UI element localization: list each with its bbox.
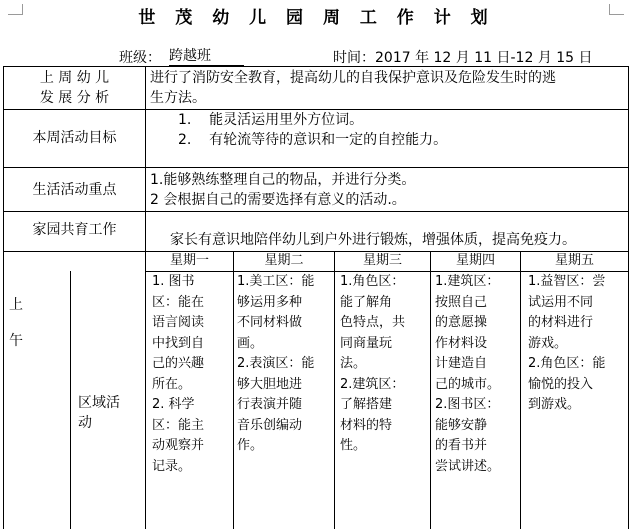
class-name: 跨越班 (169, 47, 244, 66)
last-week-content-line2: 生方法。 (150, 90, 206, 106)
last-week-label-line1: 上 周 幼 儿 (39, 70, 110, 86)
home-content: 家长有意识地陪伴幼儿到户外进行锻炼，增强体质，提高免疫力。 (170, 232, 576, 248)
goals-label: 本周活动目标 (32, 130, 117, 146)
goal-item-2: 2. 有轮流等待的意识和一定的自控能力。 (178, 132, 448, 148)
last-week-label-line2: 发 展 分 析 (39, 90, 110, 106)
life-item-2: 2 会根据自己的需要选择有意义的活动.。 (150, 192, 406, 208)
activity-cell-thu: 1.建筑区： 按照自己 的意愿操 作材料设 计建造自 己的城市。 2.图书区： 能够安静 的看书并 尝试讲述。 (435, 274, 501, 474)
life-label: 生活活动重点 (32, 182, 117, 198)
day-column-divider (520, 251, 521, 529)
home-label: 家园共育工作 (32, 222, 117, 238)
table-row-divider (3, 211, 629, 212)
day-header-thu: 星期四 (455, 253, 495, 268)
date-range: 时间：2017 年 12 月 11 日-12 月 15 日 (333, 50, 593, 66)
activity-cell-wed: 1.角色区： 能了解角 色特点，共 同商量玩 法。 2.建筑区： 了解搭建 材料的特 性。 (340, 274, 406, 453)
last-week-content-line1: 进行了消防安全教育，提高幼儿的自我保护意识及危险发生时的逃 (150, 70, 556, 86)
day-column-divider (334, 251, 335, 529)
day-header-fri: 星期五 (554, 253, 594, 268)
day-header-mon: 星期一 (169, 253, 209, 268)
day-column-divider (430, 251, 431, 529)
table-border-right (628, 66, 629, 529)
class-label: 班级： (119, 50, 161, 66)
page-title: 世 茂 幼 儿 园 周 工 作 计 划 (138, 8, 495, 28)
period-column-divider (70, 271, 71, 529)
goal-item-1: 1. 能灵活运用里外方位词。 (178, 112, 364, 128)
table-row-divider (3, 167, 629, 168)
period-label-am-2: 午 (9, 333, 23, 349)
day-header-wed: 星期三 (362, 253, 402, 268)
activity-label-1: 区域活 (78, 395, 120, 411)
activity-cell-mon: 1. 图书 区：能在 语言阅读 中找到自 己的兴趣 所在。 2. 科学 区：能主 动观察并 记录。 (152, 274, 205, 474)
day-header-tue: 星期二 (264, 253, 304, 268)
activity-label-2: 动 (78, 415, 92, 431)
table-border-top (3, 66, 629, 67)
period-label-am-1: 上 (9, 297, 23, 313)
day-column-divider (233, 251, 234, 529)
label-column-divider (145, 66, 146, 251)
day-column-divider (145, 251, 146, 529)
life-item-1: 1.能够熟练整理自己的物品，并进行分类。 (150, 172, 416, 188)
activity-cell-fri: 1.益智区：尝 试运用不同 的材料进行 游戏。 2.角色区：能 愉悦的投入 到游戏。 (528, 274, 606, 412)
activity-cell-tue: 1.美工区：能 够运用多种 不同材料做 画。 2.表演区：能 够大胆地进 行表演并随 音乐创编动 作。 (237, 274, 315, 453)
